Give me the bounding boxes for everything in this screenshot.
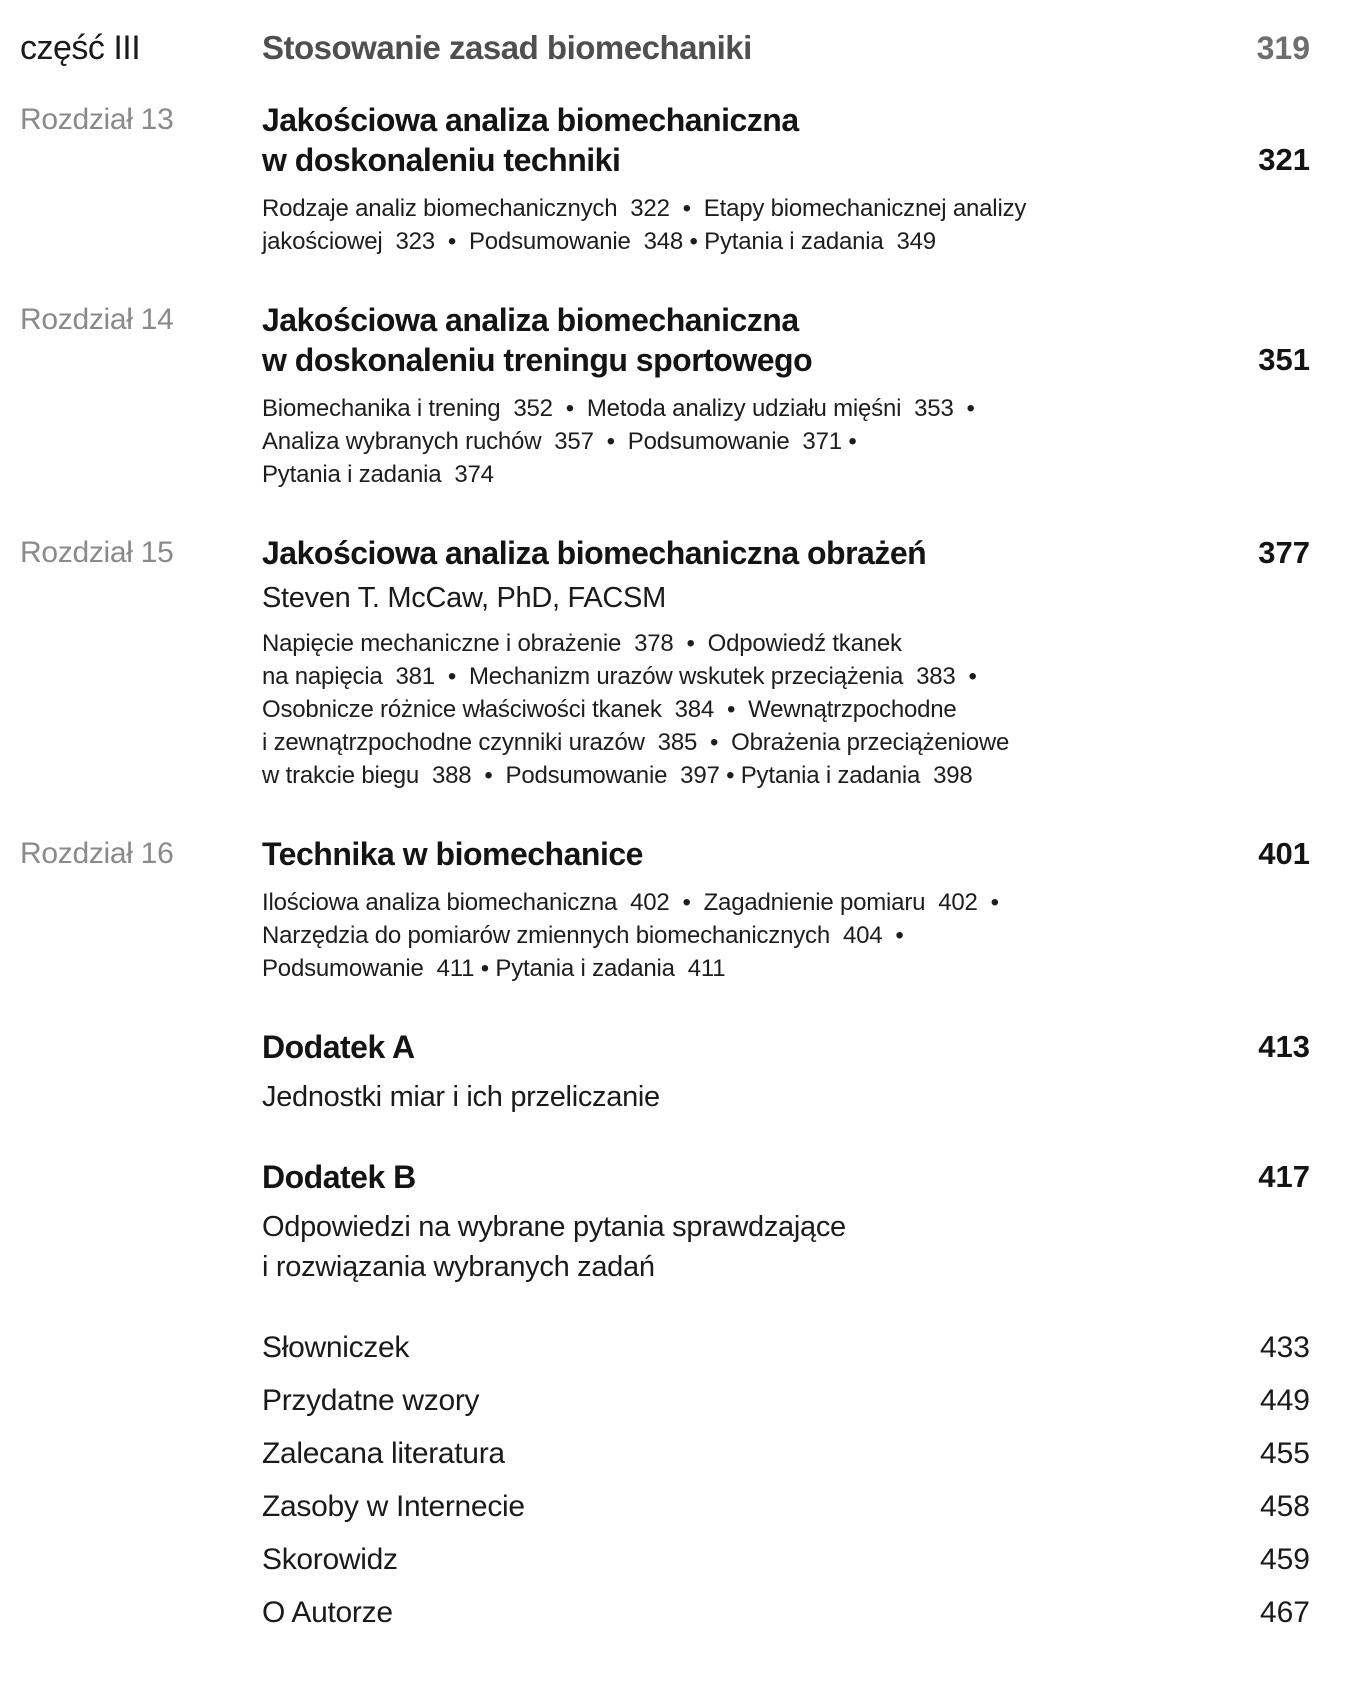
backmatter-label: Słowniczek <box>262 1331 410 1364</box>
chapter-entry-15 <box>20 533 1310 792</box>
section-line: w trakcie biegu 388 • Podsumowanie 397 • Pytania i zadania 398 <box>262 762 973 789</box>
backmatter-page-number: 455 <box>1259 1437 1310 1470</box>
section-line: Osobnicze różnice właściwości tkanek 384 • Wewnątrzpochodne <box>262 696 957 723</box>
backmatter-page-number: 449 <box>1259 1384 1310 1417</box>
section-line: Ilościowa analiza biomechaniczna 402 • Zagadnienie pomiaru 402 • <box>262 889 999 916</box>
appendix-subtitle-line: Jednostki miar i ich przeliczanie <box>262 1081 660 1113</box>
section-line: i zewnątrzpochodne czynniki urazów 385 • Obrażenia przeciążeniowe <box>262 729 1010 756</box>
backmatter-page-number: 433 <box>1259 1331 1310 1364</box>
backmatter-label: Przydatne wzory <box>262 1384 480 1417</box>
chapter-title-line: w doskonaleniu techniki <box>262 142 621 178</box>
chapter-title-line: Jakościowa analiza biomechaniczna obrażeń <box>262 535 927 571</box>
part-row <box>20 26 1310 70</box>
section-line: Rodzaje analiz biomechanicznych 322 • Etapy biomechanicznej analizy <box>262 195 1027 222</box>
chapter-page-number: 377 <box>1258 535 1310 570</box>
backmatter-page-number: 458 <box>1259 1490 1310 1523</box>
chapter-entry-14 <box>20 300 1310 491</box>
chapter-title <box>262 300 812 380</box>
section-line: jakościowej 323 • Podsumowanie 348 • Pytania i zadania 349 <box>262 228 936 255</box>
section-line: na napięcia 381 • Mechanizm urazów wskutek przeciążenia 383 • <box>262 663 977 690</box>
chapter-sections <box>262 627 1310 792</box>
backmatter-entry <box>20 1435 1310 1473</box>
chapter-title-line: Jakościowa analiza biomechaniczna <box>262 302 799 338</box>
section-line: Pytania i zadania 374 <box>262 461 494 488</box>
chapter-title <box>262 834 643 874</box>
backmatter-entry <box>20 1488 1310 1526</box>
appendix-title: Dodatek B <box>262 1159 416 1195</box>
backmatter-label: Zasoby w Internecie <box>262 1490 525 1523</box>
chapter-label: Rozdział 15 <box>20 536 174 569</box>
part-title: Stosowanie zasad biomechaniki <box>262 29 752 66</box>
chapter-sections <box>262 392 1310 491</box>
chapter-title <box>262 533 926 573</box>
backmatter-label: Skorowidz <box>262 1543 398 1576</box>
appendix-entry-b <box>20 1157 1310 1287</box>
chapter-title <box>262 100 799 180</box>
chapter-label: Rozdział 13 <box>20 103 174 136</box>
appendix-subtitle-line: Odpowiedzi na wybrane pytania sprawdzające <box>262 1211 846 1243</box>
chapter-title-line: w doskonaleniu treningu sportowego <box>262 342 813 378</box>
appendix-entry-a <box>20 1027 1310 1117</box>
chapter-label: Rozdział 14 <box>20 303 174 336</box>
section-line: Podsumowanie 411 • Pytania i zadania 411 <box>262 955 726 982</box>
chapter-page-number: 401 <box>1258 836 1310 871</box>
section-line: Analiza wybranych ruchów 357 • Podsumowanie 371 • <box>262 428 857 455</box>
chapter-author: Steven T. McCaw, PhD, FACSM <box>262 582 666 614</box>
backmatter-entry <box>20 1594 1310 1632</box>
backmatter-entry <box>20 1541 1310 1579</box>
backmatter-entry <box>20 1329 1310 1367</box>
chapter-sections <box>262 886 1310 985</box>
chapter-entry-13 <box>20 100 1310 258</box>
backmatter-label: O Autorze <box>262 1596 393 1629</box>
appendix-page-number: 417 <box>1258 1159 1310 1194</box>
chapter-label: Rozdział 16 <box>20 837 174 870</box>
backmatter-entry <box>20 1382 1310 1420</box>
backmatter-page-number: 467 <box>1259 1596 1310 1629</box>
appendix-title: Dodatek A <box>262 1029 415 1065</box>
appendix-page-number: 413 <box>1258 1029 1310 1064</box>
section-line: Narzędzia do pomiarów zmiennych biomechanicznych 404 • <box>262 922 904 949</box>
chapter-entry-16 <box>20 834 1310 985</box>
appendix-subtitle-line: i rozwiązania wybranych zadań <box>262 1251 655 1283</box>
appendix-subtitle <box>262 1207 1310 1287</box>
part-label: część III <box>20 29 141 67</box>
part-page-number: 319 <box>1256 30 1310 66</box>
chapter-page-number: 351 <box>1258 342 1310 377</box>
backmatter-label: Zalecana literatura <box>262 1437 505 1470</box>
appendix-subtitle <box>262 1077 1310 1117</box>
chapter-page-number: 321 <box>1258 142 1310 177</box>
section-line: Biomechanika i trening 352 • Metoda analizy udziału mięśni 353 • <box>262 395 975 422</box>
chapter-sections <box>262 192 1310 258</box>
chapter-title-line: Jakościowa analiza biomechaniczna <box>262 102 799 138</box>
chapter-title-line: Technika w biomechanice <box>262 836 643 872</box>
backmatter-page-number: 459 <box>1259 1543 1310 1576</box>
section-line: Napięcie mechaniczne i obrażenie 378 • Odpowiedź tkanek <box>262 630 902 657</box>
